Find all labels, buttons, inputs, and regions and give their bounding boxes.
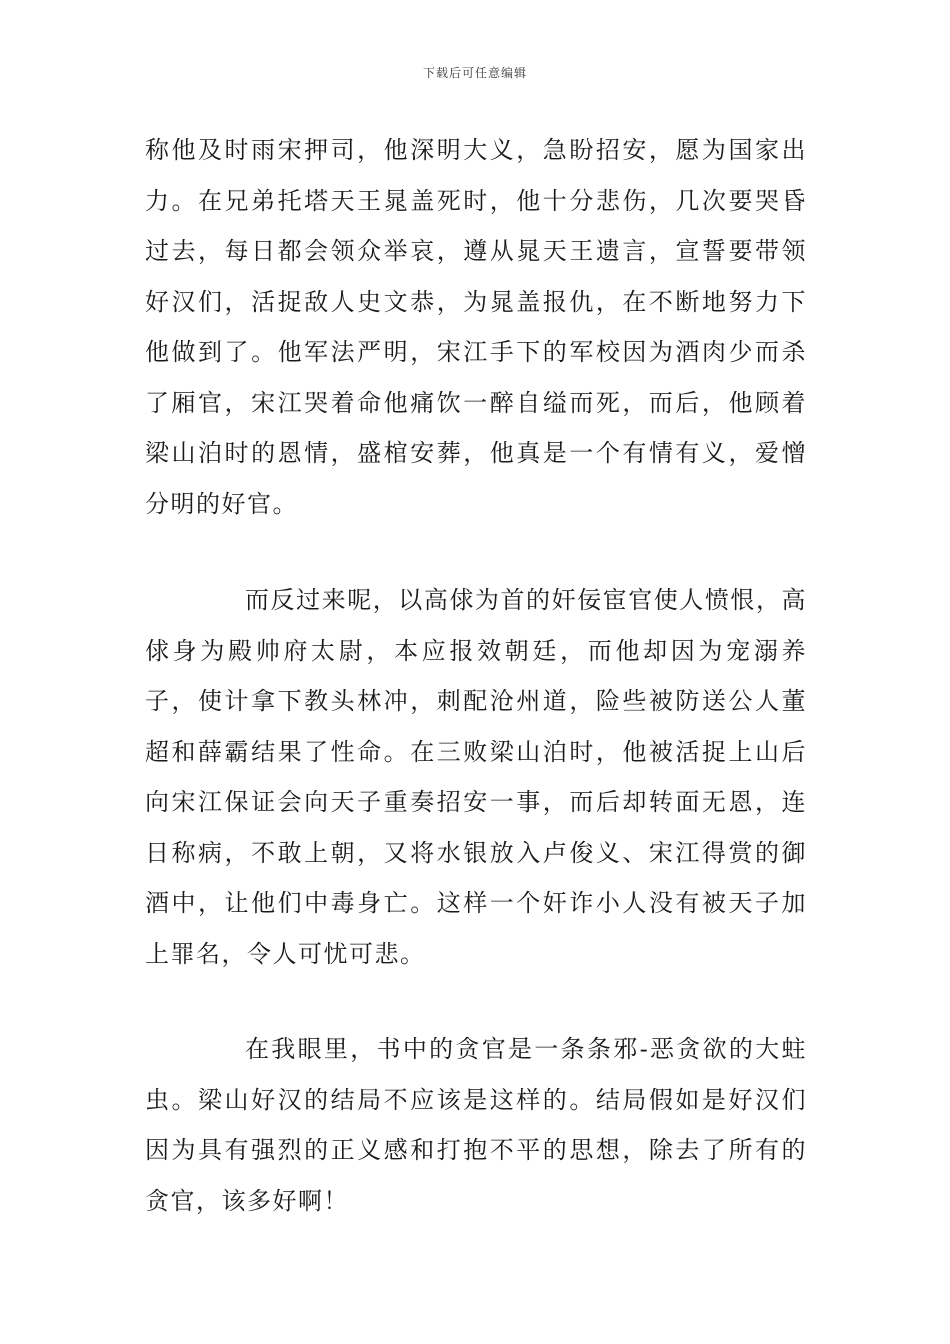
header-note: 下载后可任意编辑: [422, 66, 527, 80]
paragraph-block-3: [145, 1024, 807, 1226]
paragraph-block-2: [145, 575, 807, 979]
paragraph-block-1: [145, 125, 807, 529]
paragraph-3: 在我眼里，书中的贪官是一条条邪-恶贪欲的大蛀虫。梁山好汉的结局不应该是这样的。结局假如是好汉们因为具有强烈的正义感和打抱不平的思想，除去了所有的贪官，该多好啊！: [145, 1035, 807, 1215]
paragraph-2: 而反过来呢，以高俅为首的奸佞宦官使人愤恨，高俅身为殿帅府太尉，本应报效朝廷，而他却因为宠溺养子，使计拿下教头林冲，刺配沧州道，险些被防送公人董超和薛霸结果了性命。在三败梁山泊时，他被活捉上山后向宋江保证会向天子重奏招安一事，而后却转面无恩，连日称病，不敢上朝，又将水银放入卢俊义、宋江得赏的御酒中，让他们中毒身亡。这样一个奸诈小人没有被天子加上罪名，令人可忧可悲。: [145, 586, 807, 968]
paragraph-1: 称他及时雨宋押司，他深明大义，急盼招安，愿为国家出力。在兄弟托塔天王晁盖死时，他十分悲伤，几次要哭昏过去，每日都会领众举哀，遵从晁天王遗言，宣誓要带领好汉们，活捉敌人史文恭，为晁盖报仇，在不断地努力下他做到了。他军法严明，宋江手下的军校因为酒肉少而杀了厢官，宋江哭着命他痛饮一醉自缢而死，而后，他顾着梁山泊时的恩情，盛棺安葬，他真是一个有情有义，爱憎分明的好官。: [145, 136, 807, 518]
